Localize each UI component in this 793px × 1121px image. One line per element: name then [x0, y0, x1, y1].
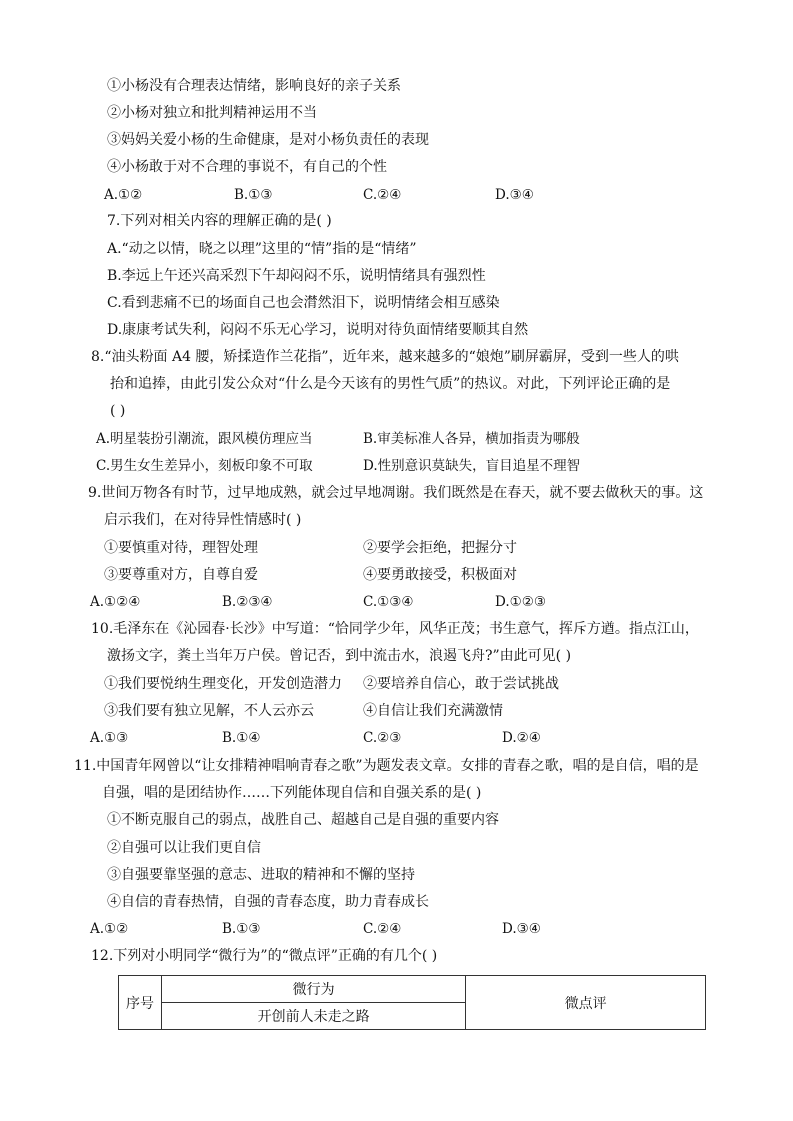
q10-statement-3: ③我们要有独立见解，不人云亦云 — [104, 703, 314, 719]
table-header-number: 序号 — [119, 976, 162, 1030]
q8-option-b: B.审美标准人各异，横加指责为哪般 — [363, 431, 580, 447]
q11-option-d: D.③④ — [502, 921, 541, 937]
q9-option-c: C.①③④ — [363, 594, 414, 610]
q11-option-c: C.②④ — [363, 921, 402, 937]
q11-stem-line-1: 11.中国青年网曾以“让女排精神唱响青春之歌”为题发表文章。女排的青春之歌，唱的是自信，唱的是 — [74, 758, 699, 774]
q8-stem-line-1: 8.“油头粉面 A4 腰，矫揉造作兰花指”，近年来，越来越多的“娘炮”刷屏霸屏，受到一些人的哄 — [91, 349, 679, 365]
q8-option-a: A.明星装扮引潮流，跟风模仿理应当 — [96, 431, 313, 447]
q11-statement-1: ①不断克服自己的弱点，战胜自己、超越自己是自强的重要内容 — [107, 812, 499, 828]
q6-option-c: C.②④ — [363, 187, 402, 203]
q9-statement-1: ①要慎重对待，理智处理 — [104, 540, 258, 556]
q12-stem: 12.下列对小明同学“微行为”的“微点评”正确的有几个( ) — [91, 948, 438, 964]
q11-stem-line-2: 自强，唱的是团结协作……下列能体现自信和自强关系的是( ) — [102, 785, 482, 801]
table-header-comment: 微点评 — [466, 976, 706, 1030]
q7-option-b: B.李远上午还兴高采烈下午却闷闷不乐，说明情绪具有强烈性 — [107, 268, 486, 284]
q6-option-b: B.①③ — [234, 187, 273, 203]
q9-stem-line-1: 9.世间万物各有时节，过早地成熟，就会过早地凋谢。我们既然是在春天，就不要去做秋天的事。这 — [88, 485, 704, 501]
q12-table — [118, 975, 706, 1030]
q10-stem-line-2: 激扬文字，粪土当年万户侯。曾记否，到中流击水，浪遏飞舟?”由此可见( ) — [107, 648, 572, 664]
q11-option-a: A.①② — [90, 921, 129, 937]
q11-statement-2: ②自强可以让我们更自信 — [107, 840, 261, 856]
q6-statement-4: ④小杨敢于对不合理的事说不，有自己的个性 — [107, 159, 387, 175]
q9-option-b: B.②③④ — [222, 594, 273, 610]
table-cell-behavior: 开创前人未走之路 — [161, 1003, 465, 1030]
q7-option-c: C.看到悲痛不已的场面自己也会潸然泪下，说明情绪会相互感染 — [107, 295, 500, 311]
q9-stem-line-2: 启示我们，在对待异性情感时( ) — [104, 512, 302, 528]
q10-option-c: C.②③ — [363, 730, 402, 746]
q11-statement-4: ④自信的青春热情，自强的青春态度，助力青春成长 — [107, 894, 429, 910]
table-header-behavior: 微行为 — [161, 976, 465, 1003]
q8-stem-line-2: 抬和追捧，由此引发公众对“什么是今天该有的男性气质”的热议。对此，下列评论正确的是 — [110, 376, 671, 392]
q10-option-b: B.①④ — [222, 730, 261, 746]
q6-statement-1: ①小杨没有合理表达情绪，影响良好的亲子关系 — [107, 78, 401, 94]
q10-option-a: A.①③ — [90, 730, 129, 746]
q9-statement-3: ③要尊重对方，自尊自爱 — [104, 567, 258, 583]
q11-option-b: B.①③ — [222, 921, 261, 937]
q10-option-d: D.②④ — [502, 730, 541, 746]
q7-option-d: D.康康考试失利，闷闷不乐无心学习，说明对待负面情绪要顺其自然 — [107, 322, 529, 338]
q9-option-a: A.①②④ — [90, 594, 141, 610]
q10-statement-1: ①我们要悦纳生理变化，开发创造潜力 — [104, 676, 342, 692]
q6-statement-2: ②小杨对独立和批判精神运用不当 — [107, 105, 317, 121]
q7-option-a: A.“动之以情，晓之以理”这里的“情”指的是“情绪” — [107, 241, 417, 257]
q11-statement-3: ③自强要靠坚强的意志、进取的精神和不懈的坚持 — [107, 867, 415, 883]
q8-stem-line-3: ( ) — [110, 403, 126, 419]
q9-statement-2: ②要学会拒绝，把握分寸 — [363, 540, 517, 556]
q10-statement-4: ④自信让我们充满激情 — [363, 703, 503, 719]
q8-option-d: D.性别意识莫缺失，盲目追星不理智 — [363, 458, 581, 474]
q7-stem: 7.下列对相关内容的理解正确的是( ) — [107, 213, 332, 229]
q10-stem-line-1: 10.毛泽东在《沁园春·长沙》中写道：“恰同学少年，风华正茂；书生意气，挥斥方遒。指点江山， — [91, 621, 699, 637]
q9-statement-4: ④要勇敢接受，积极面对 — [363, 567, 517, 583]
q8-option-c: C.男生女生差异小，刻板印象不可取 — [96, 458, 313, 474]
q10-statement-2: ②要培养自信心，敢于尝试挑战 — [363, 676, 559, 692]
q6-option-d: D.③④ — [495, 187, 534, 203]
q6-option-a: A.①② — [104, 187, 143, 203]
q9-option-d: D.①②③ — [495, 594, 546, 610]
q6-statement-3: ③妈妈关爱小杨的生命健康，是对小杨负责任的表现 — [107, 132, 429, 148]
